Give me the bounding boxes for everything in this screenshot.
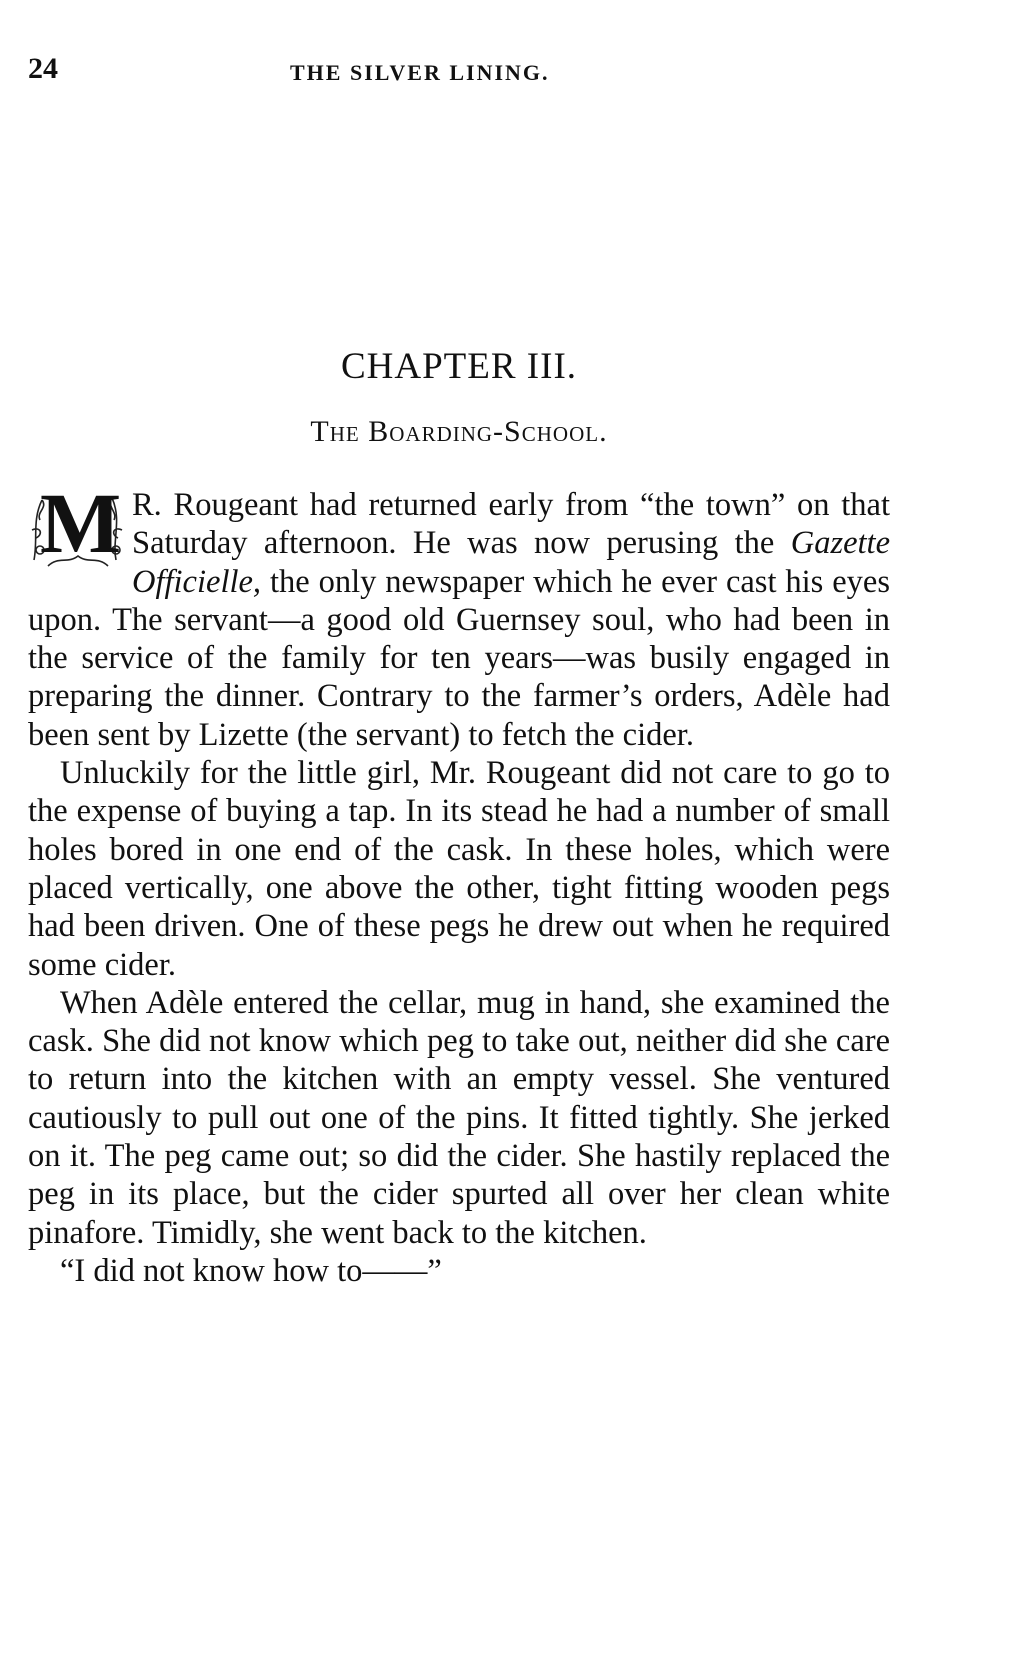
paragraph-1	[28, 475, 890, 754]
paragraph-3: When Adèle entered the cellar, mug in hand, she examined the cask. She did not know which peg to take out, neither did she care to return into the kitchen with an empty vessel. She ventured cautiously to pull out one of the pins. It fitted tightly. She jerked on it. The peg came out; so did the cider. She hastily replaced the peg in its place, but the cider spurted all over her clean white pinafore. Timidly, she went back to the kitchen.	[28, 984, 890, 1251]
paragraph-1-lead: R. Rougeant had returned early from “the town” on that Saturday afternoon. He was now perusing the	[132, 487, 890, 562]
paragraph-1-italic: Gazette Officielle,	[132, 525, 890, 600]
paragraph-2: Unluckily for the little girl, Mr. Rougeant did not care to go to the expense of buying a tap. In its stead he had a number of small holes bored in one end of the cask. In these holes, which were placed vertically, one above the other, tight fitting wooden pegs had been driven. One of these pegs he drew out when he required some cider.	[28, 755, 890, 983]
paragraph-4: “I did not know how to——”	[60, 1252, 442, 1289]
chapter-subtitle: The Boarding-School.	[310, 415, 608, 448]
paragraph-1-rest: the only newspaper which he ever cast his eyes upon. The servant—a good old Guernsey soul, who had been in the service of the family for ten years—was busily engaged in preparing the dinner. Contrary to the farmer’s orders, Adèle had been sent by Lizette (the servant) to fetch the cider.	[28, 563, 890, 753]
drop-cap-letter: M	[40, 475, 122, 571]
drop-cap	[28, 475, 128, 571]
chapter-title: CHAPTER III.	[340, 346, 578, 387]
running-head	[28, 52, 888, 92]
body-text	[28, 475, 890, 1290]
running-title: THE SILVER LINING.	[290, 60, 550, 85]
page-number: 24	[28, 52, 58, 85]
